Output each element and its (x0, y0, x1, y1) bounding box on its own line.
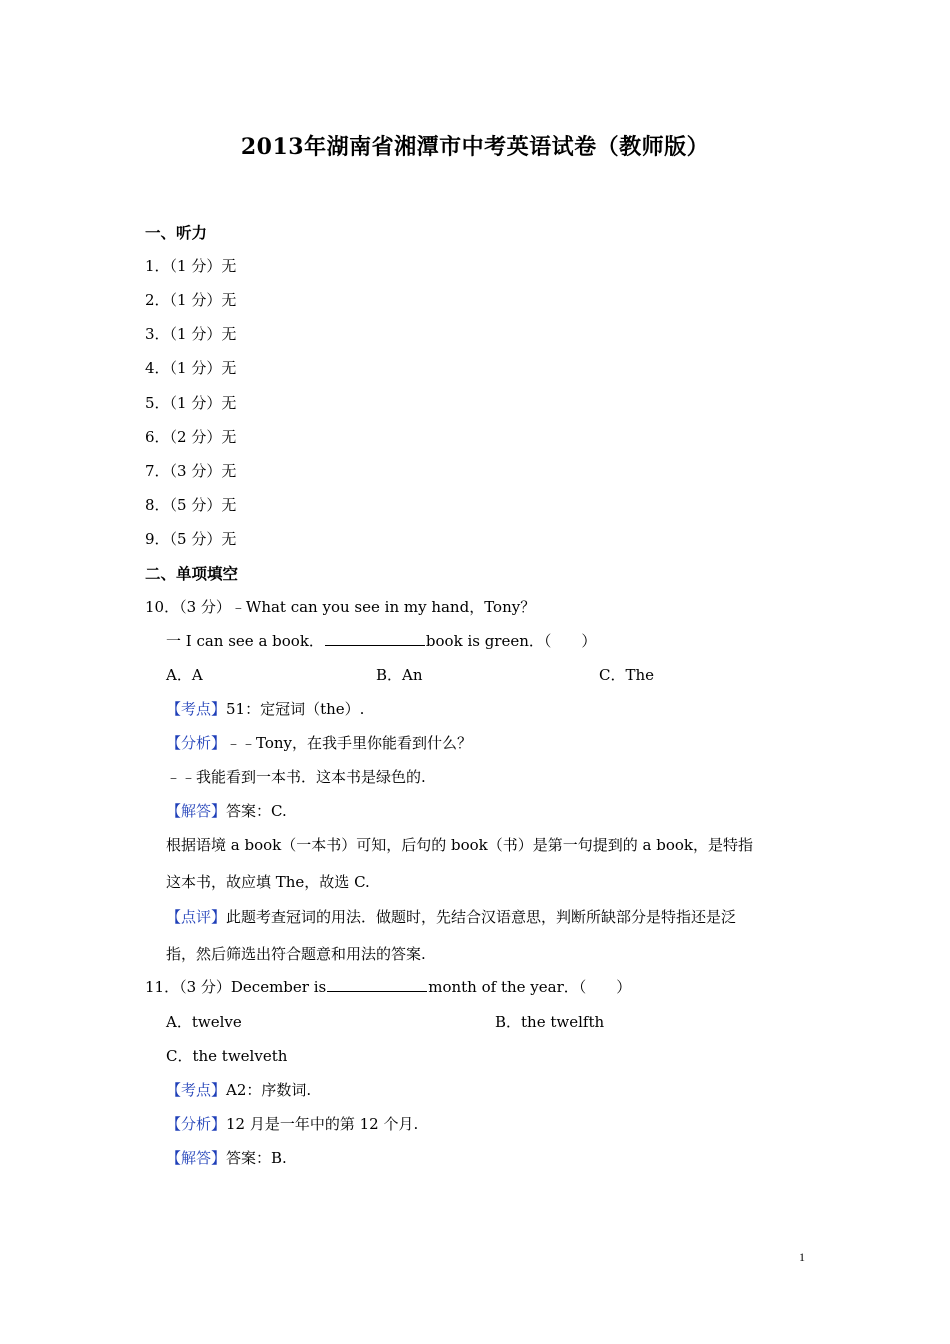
kaodian-tag: 【考点】 (166, 700, 227, 718)
question-11-fenxi (166, 1114, 418, 1134)
blank-line (327, 977, 427, 992)
jieda-text: 答案：C. (226, 802, 287, 820)
question-10-prompt: 10．（3 分）﹣What can you see in my hand，Tony？ (145, 598, 536, 616)
jieda-tag: 【解答】 (166, 1149, 227, 1167)
page-number: 1 (799, 1250, 805, 1264)
question-10-option-b: B．An (376, 666, 423, 684)
blank-line (325, 631, 425, 646)
question-5: 5．（1 分）无 (145, 394, 237, 412)
question-11-text-a: 11．（3 分）December is (145, 978, 327, 996)
fenxi-tag: 【分析】 (166, 734, 227, 752)
jieda-text: 答案：B. (226, 1149, 287, 1167)
question-11-kaodian (166, 1080, 311, 1100)
question-8: 8．（5 分）无 (145, 496, 237, 514)
question-10-kaodian (166, 699, 364, 719)
question-11-option-b: B．the twelfth (495, 1013, 605, 1031)
question-10-text-a: 一 I can see a book． (166, 632, 324, 650)
fenxi-text: 12 月是一年中的第 12 个月. (226, 1115, 419, 1133)
question-3: 3．（1 分）无 (145, 325, 237, 343)
question-11-option-c: C．the twelveth (166, 1047, 288, 1065)
section-heading-listening: 一、听力 (145, 223, 208, 242)
question-9: 9．（5 分）无 (145, 530, 237, 548)
question-10-option-c: C．The (599, 666, 655, 684)
question-10-fenxi-line2: ﹣﹣我能看到一本书．这本书是绿色的. (166, 768, 426, 786)
question-4: 4．（1 分）无 (145, 359, 237, 377)
question-10-option-a: A．A (166, 666, 203, 684)
question-10-jieda (166, 801, 287, 821)
question-10-fenxi (166, 733, 472, 753)
question-1: 1．（1 分）无 (145, 257, 237, 275)
question-10-answer-line (166, 631, 596, 651)
question-10-text-b: book is green．（ ） (425, 632, 597, 650)
question-10-explanation-2: 这本书，故应填 The，故选 C. (166, 873, 370, 891)
page-title: 2013年湖南省湘潭市中考英语试卷（教师版） (240, 134, 710, 160)
section-heading-single-choice: 二、单项填空 (145, 564, 239, 583)
question-7: 7．（3 分）无 (145, 462, 237, 480)
question-10-explanation-1: 根据语境 a book（一本书）可知，后句的 book（书）是第一句提到的 a book，是特指 (166, 836, 753, 854)
jieda-tag: 【解答】 (166, 802, 227, 820)
question-2: 2．（1 分）无 (145, 291, 237, 309)
dianping-tag: 【点评】 (166, 908, 227, 926)
question-11-text-b: month of the year．（ ） (428, 978, 632, 996)
fenxi-text: ﹣﹣Tony，在我手里你能看到什么？ (226, 734, 473, 752)
question-11-prompt (145, 977, 631, 997)
question-11-jieda (166, 1148, 287, 1168)
kaodian-tag: 【考点】 (166, 1081, 227, 1099)
fenxi-tag: 【分析】 (166, 1115, 227, 1133)
question-11-option-a: A．twelve (166, 1013, 242, 1031)
question-6: 6．（2 分）无 (145, 428, 237, 446)
question-10-dianping (166, 907, 736, 927)
kaodian-text: 51：定冠词（the）. (226, 700, 365, 718)
question-10-dianping-line2: 指，然后筛选出符合题意和用法的答案. (166, 945, 426, 963)
dianping-text: 此题考查冠词的用法．做题时，先结合汉语意思，判断所缺部分是特指还是泛 (226, 908, 737, 926)
kaodian-text: A2：序数词. (226, 1081, 312, 1099)
